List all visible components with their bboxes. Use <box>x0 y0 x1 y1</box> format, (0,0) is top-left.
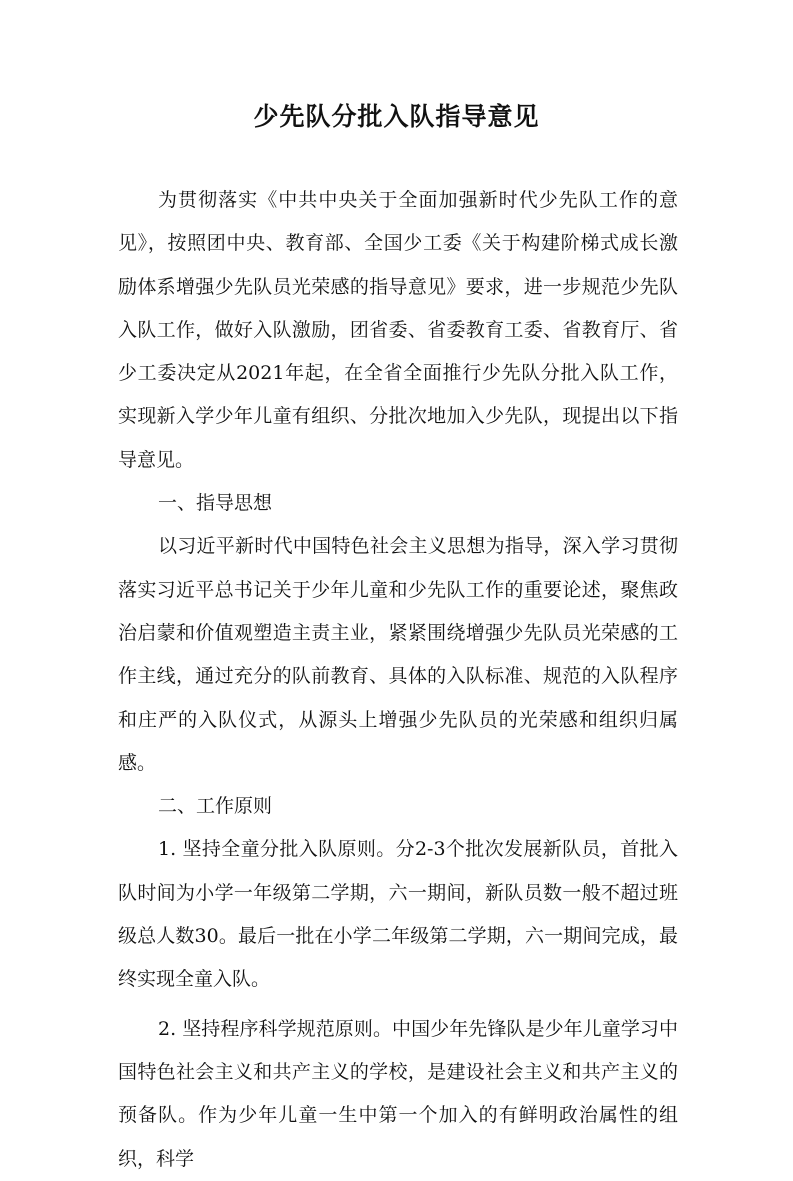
document-title: 少先队分批入队指导意见 <box>253 102 540 131</box>
section-heading-work-principles: 二、工作原则 <box>158 795 273 818</box>
guiding-ideology-paragraph: 以习近平新时代中国特色社会主义思想为指导，深入学习贯彻落实习近平总书记关于少年儿童和少先队工作的重要论述，聚焦政治启蒙和价值观塑造主责主业，紧紧围绕增强少先队员光荣感的工作主线，通过充分的队前教育、具体的入队标准、规范的入队程序和庄严的入队仪式，从源头上增强少先队员的光荣感和组织归属感。 <box>118 535 678 774</box>
section-heading-guiding-ideology: 一、指导思想 <box>158 492 273 515</box>
principle-2-paragraph: 2. 坚持程序科学规范原则。中国少年先锋队是少年儿童学习中国特色社会主义和共产主义的学校，是建设社会主义和共产主义的预备队。作为少年儿童一生中第一个加入的有鲜明政治属性的组织，科学 <box>118 1017 678 1170</box>
principle-1-paragraph: 1. 坚持全童分批入队原则。分2-3个批次发展新队员，首批入队时间为小学一年级第二学期，六一期间，新队员数一般不超过班级总人数30。最后一批在小学二年级第二学期，六一期间完成，最终实现全童入队。 <box>118 838 678 991</box>
document-body <box>118 179 678 1181</box>
intro-paragraph: 为贯彻落实《中共中央关于全面加强新时代少先队工作的意见》，按照团中央、教育部、全国少工委《关于构建阶梯式成长激励体系增强少先队员光荣感的指导意见》要求，进一步规范少先队入队工作，做好入队激励，团省委、省委教育工委、省教育厅、省少工委决定从2021年起，在全省全面推行少先队分批入队工作，实现新入学少年儿童有组织、分批次地加入少先队，现提出以下指导意见。 <box>118 189 678 471</box>
